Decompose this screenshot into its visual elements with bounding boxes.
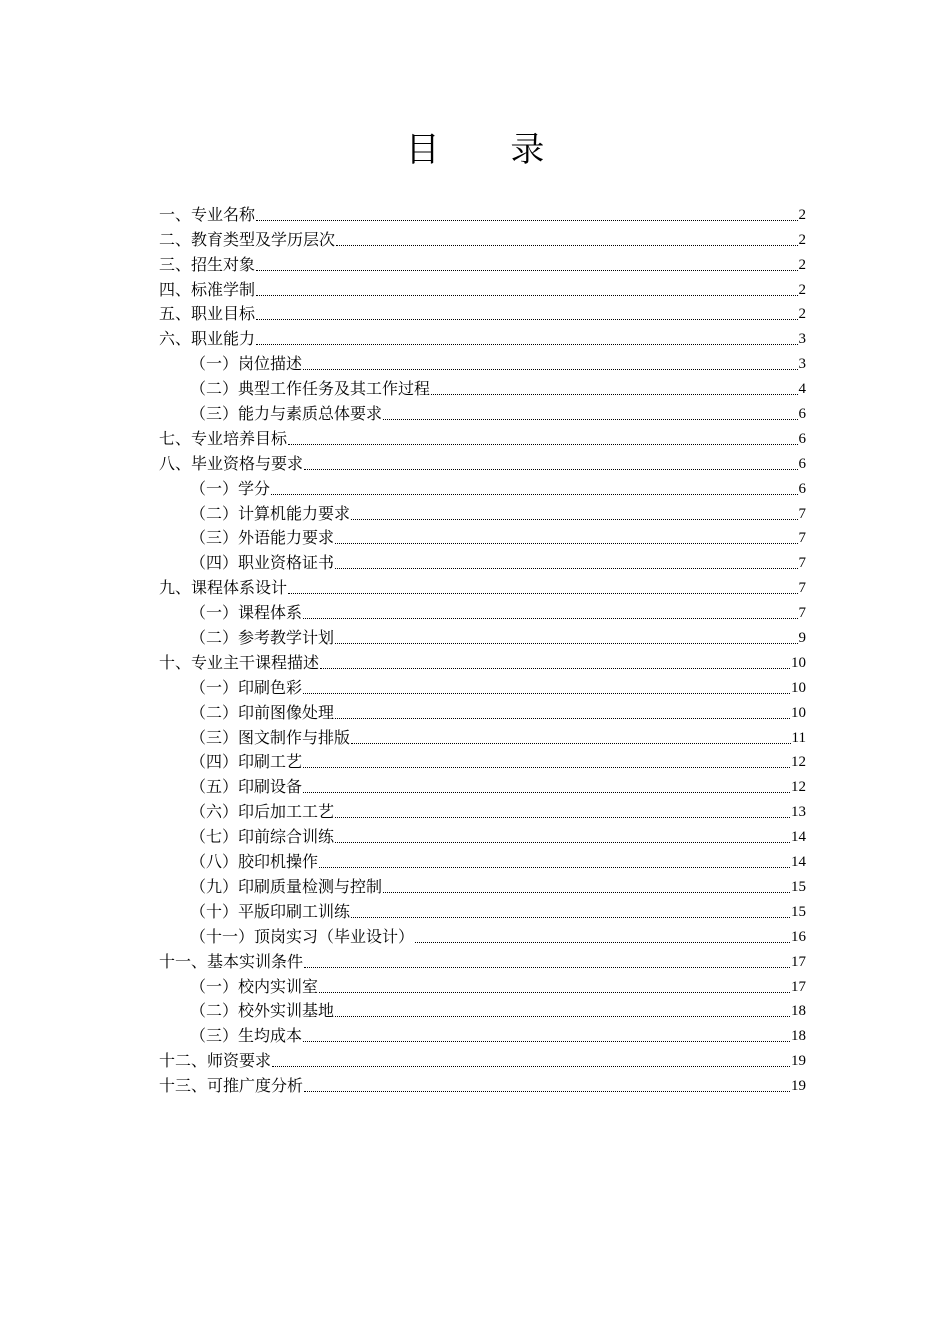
toc-entry[interactable]	[159, 673, 806, 698]
toc-entry-title: （二）参考教学计划	[190, 628, 335, 648]
toc-entry-title: （二）计算机能力要求	[190, 503, 351, 523]
toc-entry-title: 六、职业能力	[159, 329, 256, 349]
toc-dot-leader	[256, 220, 797, 221]
toc-page-number: 2	[798, 306, 806, 323]
toc-page-number: 2	[798, 281, 806, 298]
toc-entry[interactable]	[159, 623, 806, 648]
toc-entry[interactable]	[159, 399, 806, 424]
toc-entry[interactable]	[159, 598, 806, 623]
toc-dot-leader	[383, 419, 797, 420]
toc-entry[interactable]	[159, 573, 806, 598]
toc-dot-leader	[415, 942, 790, 943]
toc-entry[interactable]	[159, 997, 806, 1022]
toc-entry-title: 十、专业主干课程描述	[159, 652, 320, 672]
toc-page-number: 14	[791, 829, 806, 846]
toc-page-number: 6	[798, 455, 806, 472]
toc-entry[interactable]	[159, 1071, 806, 1096]
toc-entry[interactable]	[159, 275, 806, 300]
toc-entry[interactable]	[159, 648, 806, 673]
toc-page-number: 7	[798, 605, 806, 622]
toc-entry[interactable]	[159, 374, 806, 399]
toc-page-number: 9	[798, 630, 806, 647]
toc-dot-leader	[335, 817, 790, 818]
toc-dot-leader	[303, 1041, 790, 1042]
toc-page-number: 16	[791, 928, 806, 945]
toc-page-number: 6	[798, 406, 806, 423]
toc-entry-title: 十一、基本实训条件	[159, 951, 304, 971]
toc-page-number: 17	[791, 953, 806, 970]
toc-entry-title: （三）图文制作与排版	[190, 727, 351, 747]
toc-dot-leader	[304, 469, 797, 470]
toc-dot-leader	[256, 319, 797, 320]
toc-page-number: 15	[791, 903, 806, 920]
toc-entry-title: 一、专业名称	[159, 204, 256, 224]
toc-entry[interactable]	[159, 972, 806, 997]
toc-dot-leader	[319, 992, 790, 993]
toc-page-number: 14	[791, 854, 806, 871]
toc-page-number: 2	[798, 206, 806, 223]
toc-entry-title: 四、标准学制	[159, 279, 256, 299]
toc-page-number: 15	[791, 878, 806, 895]
toc-page-number: 12	[791, 779, 806, 796]
toc-entry[interactable]	[159, 424, 806, 449]
toc-entry-title: （六）印后加工工艺	[190, 802, 335, 822]
toc-entry-title: （二）校外实训基地	[190, 1001, 335, 1021]
toc-dot-leader	[288, 593, 797, 594]
toc-entry-title: （一）印刷色彩	[190, 677, 303, 697]
toc-dot-leader	[335, 543, 797, 544]
toc-page-number: 3	[798, 356, 806, 373]
toc-entry-title: （七）印前综合训练	[190, 827, 335, 847]
toc-entry[interactable]	[159, 548, 806, 573]
toc-entry-title: 九、课程体系设计	[159, 578, 288, 598]
toc-dot-leader	[383, 892, 790, 893]
toc-dot-leader	[303, 792, 790, 793]
toc-page-number: 18	[791, 1003, 806, 1020]
toc-entry-title: 十三、可推广度分析	[159, 1076, 304, 1096]
toc-entry[interactable]	[159, 1046, 806, 1071]
toc-dot-leader	[336, 245, 797, 246]
toc-dot-leader	[256, 270, 797, 271]
toc-dot-leader	[319, 867, 790, 868]
toc-entry[interactable]	[159, 822, 806, 847]
toc-entry-title: 三、招生对象	[159, 254, 256, 274]
toc-entry[interactable]	[159, 772, 806, 797]
toc-dot-leader	[320, 668, 790, 669]
toc-entry[interactable]	[159, 947, 806, 972]
toc-page-number: 11	[791, 729, 806, 746]
toc-entry-title: （三）能力与素质总体要求	[190, 404, 383, 424]
toc-page-number: 2	[798, 256, 806, 273]
toc-page-number: 10	[791, 679, 806, 696]
table-of-contents	[159, 200, 806, 1096]
toc-entry[interactable]	[159, 250, 806, 275]
toc-page-number: 12	[791, 754, 806, 771]
toc-page-number: 7	[798, 505, 806, 522]
toc-entry-title: （一）岗位描述	[190, 354, 303, 374]
toc-entry[interactable]	[159, 449, 806, 474]
toc-page-number: 10	[791, 704, 806, 721]
toc-page-number: 7	[798, 580, 806, 597]
toc-entry[interactable]	[159, 524, 806, 549]
toc-page-number: 7	[798, 530, 806, 547]
toc-page-number: 4	[798, 381, 806, 398]
toc-dot-leader	[351, 917, 790, 918]
toc-entry[interactable]	[159, 748, 806, 773]
page-title: 目 录	[405, 130, 575, 170]
toc-dot-leader	[303, 767, 790, 768]
toc-entry-title: 十二、师资要求	[159, 1051, 272, 1071]
toc-dot-leader	[431, 394, 797, 395]
toc-page-number: 3	[798, 331, 806, 348]
toc-dot-leader	[303, 693, 790, 694]
toc-dot-leader	[351, 743, 791, 744]
toc-entry-title: （一）学分	[190, 478, 271, 498]
toc-page-number: 19	[791, 1053, 806, 1070]
toc-dot-leader	[335, 643, 797, 644]
toc-entry-title: （五）印刷设备	[190, 777, 303, 797]
toc-page-number: 18	[791, 1028, 806, 1045]
toc-dot-leader	[304, 1091, 790, 1092]
toc-dot-leader	[271, 494, 797, 495]
toc-entry-title: （四）印刷工艺	[190, 752, 303, 772]
toc-entry-title: 七、专业培养目标	[159, 428, 288, 448]
toc-entry[interactable]	[159, 922, 806, 947]
toc-page-number: 6	[798, 480, 806, 497]
toc-entry[interactable]	[159, 300, 806, 325]
toc-entry[interactable]	[159, 200, 806, 225]
toc-entry[interactable]	[159, 499, 806, 524]
toc-entry[interactable]	[159, 797, 806, 822]
toc-entry[interactable]	[159, 847, 806, 872]
toc-entry[interactable]	[159, 723, 806, 748]
toc-dot-leader	[335, 1016, 790, 1017]
toc-dot-leader	[335, 718, 790, 719]
toc-page-number: 17	[791, 978, 806, 995]
toc-dot-leader	[288, 444, 797, 445]
toc-entry[interactable]	[159, 474, 806, 499]
toc-entry-title: （十）平版印刷工训练	[190, 901, 351, 921]
toc-dot-leader	[272, 1066, 790, 1067]
toc-entry[interactable]	[159, 1021, 806, 1046]
toc-dot-leader	[351, 519, 797, 520]
toc-dot-leader	[303, 618, 797, 619]
toc-entry-title: 二、教育类型及学历层次	[159, 229, 336, 249]
toc-entry[interactable]	[159, 872, 806, 897]
toc-entry[interactable]	[159, 897, 806, 922]
toc-entry-title: （三）外语能力要求	[190, 528, 335, 548]
toc-entry-title: （十一）顶岗实习（毕业设计）	[190, 926, 415, 946]
toc-page-number: 6	[798, 430, 806, 447]
toc-dot-leader	[335, 568, 797, 569]
toc-dot-leader	[256, 295, 797, 296]
toc-entry-title: （一）课程体系	[190, 603, 303, 623]
toc-entry[interactable]	[159, 349, 806, 374]
toc-page-number: 10	[791, 654, 806, 671]
toc-page-number: 13	[791, 804, 806, 821]
toc-page-number: 7	[798, 555, 806, 572]
toc-page-number: 2	[798, 231, 806, 248]
toc-entry-title: （四）职业资格证书	[190, 553, 335, 573]
toc-entry[interactable]	[159, 698, 806, 723]
toc-dot-leader	[304, 967, 790, 968]
toc-entry-title: 八、毕业资格与要求	[159, 453, 304, 473]
toc-entry-title: （三）生均成本	[190, 1026, 303, 1046]
toc-dot-leader	[256, 344, 797, 345]
toc-entry-title: （二）典型工作任务及其工作过程	[190, 379, 431, 399]
toc-entry-title: （一）校内实训室	[190, 976, 319, 996]
toc-entry-title: （八）胶印机操作	[190, 852, 319, 872]
toc-dot-leader	[303, 369, 797, 370]
toc-entry[interactable]	[159, 324, 806, 349]
toc-entry[interactable]	[159, 225, 806, 250]
toc-page-number: 19	[791, 1078, 806, 1095]
toc-entry-title: （二）印前图像处理	[190, 702, 335, 722]
toc-dot-leader	[335, 842, 790, 843]
toc-entry-title: 五、职业目标	[159, 304, 256, 324]
toc-entry-title: （九）印刷质量检测与控制	[190, 876, 383, 896]
